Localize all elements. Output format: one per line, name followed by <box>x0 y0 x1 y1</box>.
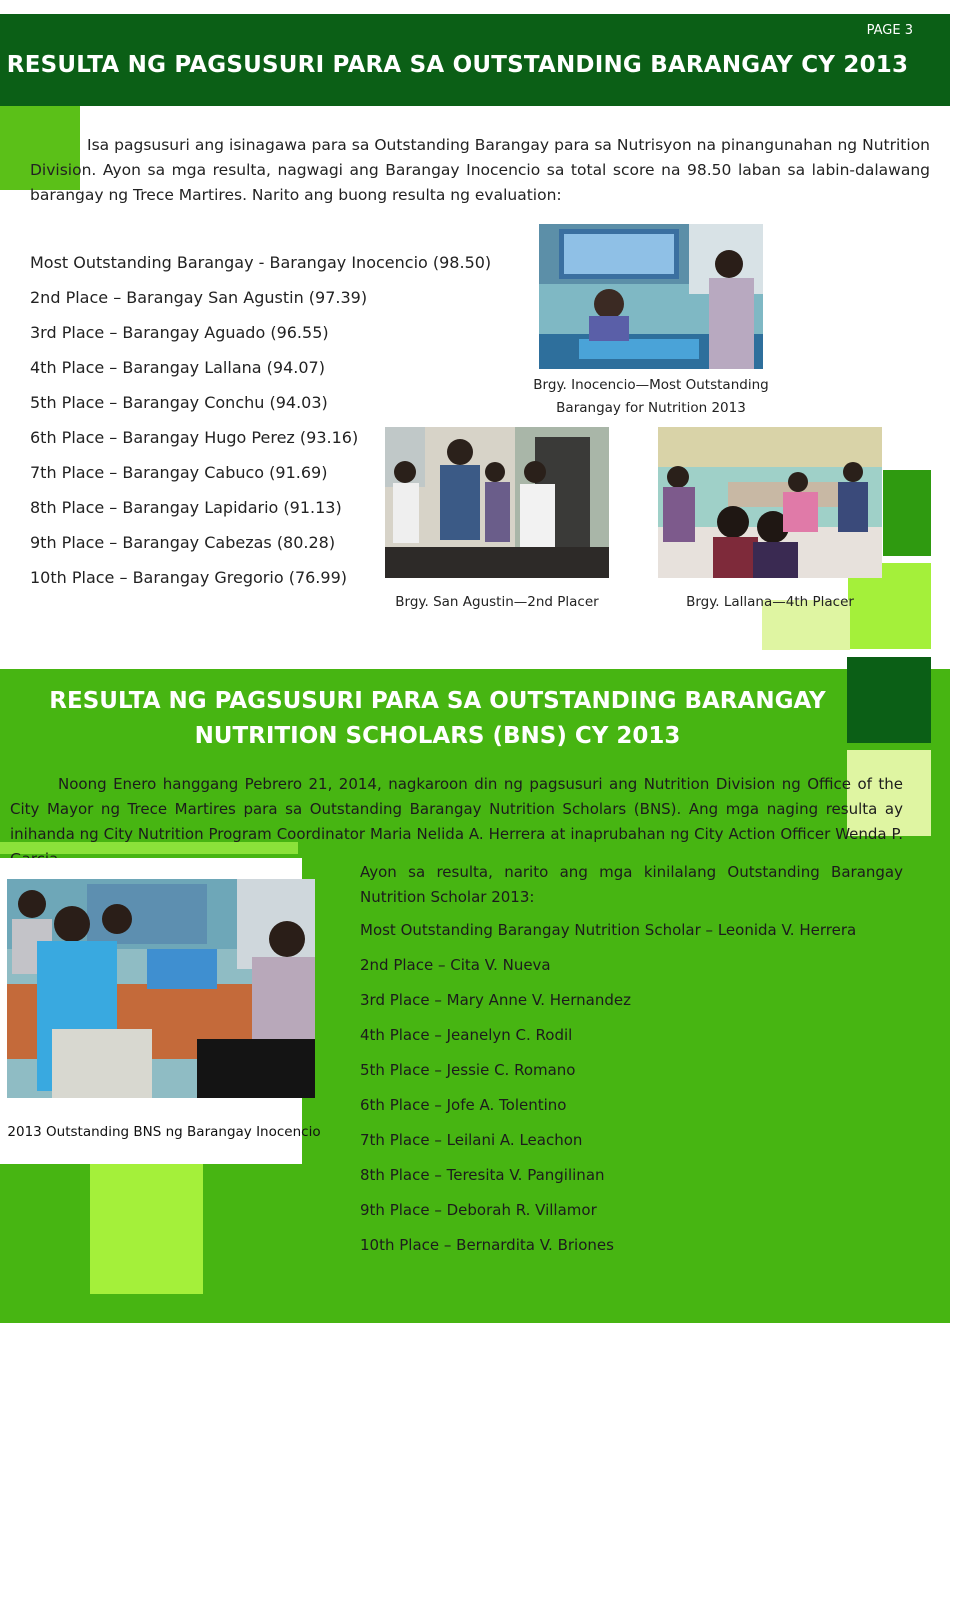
bns-rankings <box>360 918 856 1268</box>
list-item: 9th Place – Deborah R. Villamor <box>360 1201 597 1219</box>
list-item: 5th Place – Barangay Conchu (94.03) <box>30 393 328 412</box>
list-item: 3rd Place – Barangay Aguado (96.55) <box>30 323 329 342</box>
photo-caption-bns: 2013 Outstanding BNS ng Barangay Inocencio <box>7 1124 321 1140</box>
list-item: 4th Place – Jeanelyn C. Rodil <box>360 1026 573 1044</box>
bns-list-intro: Ayon sa resulta, narito ang mga kinilalang Outstanding Barangay Nutrition Scholar 2013: <box>360 863 903 906</box>
section1-title: RESULTA NG PAGSUSURI PARA SA OUTSTANDING BARANGAY CY 2013 <box>6 52 909 78</box>
list-item: 9th Place – Barangay Cabezas (80.28) <box>30 533 336 552</box>
list-item: 6th Place – Barangay Hugo Perez (93.16) <box>30 428 359 447</box>
section2-title: RESULTA NG PAGSUSURI PARA SA OUTSTANDING BARANGAY NUTRITION SCHOLARS (BNS) CY 2013 <box>49 688 826 749</box>
list-item: 10th Place – Bernardita V. Briones <box>360 1236 614 1254</box>
decor-square <box>883 470 931 556</box>
section2-paragraph: Noong Enero hanggang Pebrero 21, 2014, nagkaroon din ng pagsusuri ang Nutrition Division ng Office of the City Mayor ng Trece Martires para sa Outstanding Barangay Nutrition Scholars (BNS). Ang mga naging resulta ay inihanda ng City Nutrition Program Coordinator Maria Nelida A. Herrera at inaprubahan ng City Action Officer Wenda P. <box>10 775 903 843</box>
list-item: 4th Place – Barangay Lallana (94.07) <box>30 358 325 377</box>
decor-square <box>90 1144 203 1294</box>
photo-caption-inocencio: Brgy. Inocencio—Most Outstanding Barangay for Nutrition 2013 <box>533 377 769 416</box>
page-number: PAGE 3 <box>866 23 913 38</box>
photo-lallana <box>658 427 882 578</box>
list-item: 3rd Place – Mary Anne V. Hernandez <box>360 991 631 1009</box>
photo-inocencio <box>539 224 763 369</box>
list-item: 10th Place – Barangay Gregorio (76.99) <box>30 568 347 587</box>
list-item: 5th Place – Jessie C. Romano <box>360 1061 576 1079</box>
list-item: 2nd Place – Cita V. Nueva <box>360 956 551 974</box>
list-item: Most Outstanding Barangay - Barangay Inocencio (98.50) <box>30 253 492 272</box>
photo-bns-inocencio <box>7 879 315 1098</box>
list-item: Most Outstanding Barangay Nutrition Scholar – Leonida V. Herrera <box>360 921 857 939</box>
list-item: 8th Place – Teresita V. Pangilinan <box>360 1166 605 1184</box>
list-item: 8th Place – Barangay Lapidario (91.13) <box>30 498 342 517</box>
photo-caption-lallana: Brgy. Lallana—4th Placer <box>686 594 854 610</box>
list-item: 7th Place – Leilani A. Leachon <box>360 1131 583 1149</box>
decor-square <box>847 657 931 743</box>
list-item: 6th Place – Jofe A. Tolentino <box>360 1096 567 1114</box>
photo-caption-san-agustin: Brgy. San Agustin—2nd Placer <box>395 594 599 610</box>
section1-intro: Isa pagsusuri ang isinagawa para sa Outstanding Barangay para sa Nutrisyon na pinangunahan ng Nutrition Division. Ayon sa mga resulta, nagwagi ang Barangay Inocencio sa total score na 98.50 laban sa labin-dalawang barangay ng Trece Martires. Narito ang buong resulta ng evaluation: <box>30 136 930 204</box>
list-item: 2nd Place – Barangay San Agustin (97.39) <box>30 288 368 307</box>
list-item: 7th Place – Barangay Cabuco (91.69) <box>30 463 328 482</box>
photo-san-agustin <box>385 427 609 578</box>
